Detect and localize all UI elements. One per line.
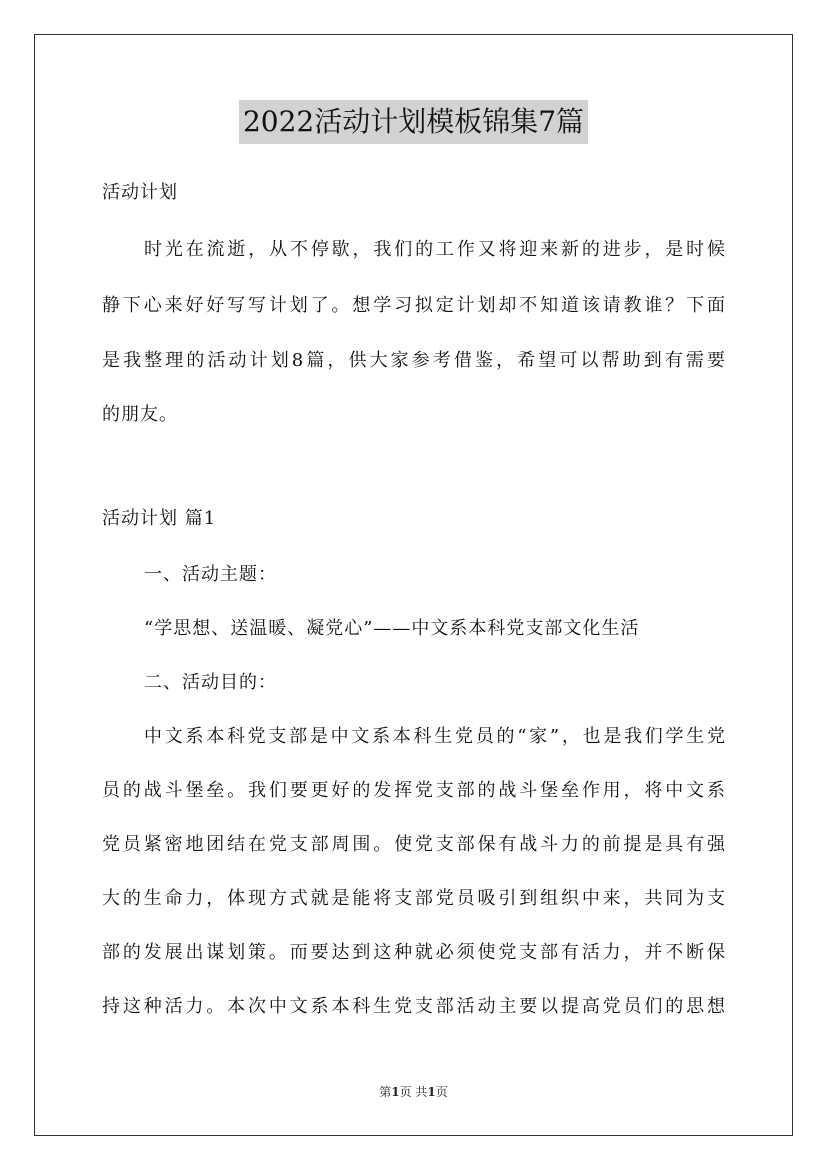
intro-line-1: 时光在流逝，从不停歇，我们的工作又将迎来新的进步，是时候 — [144, 239, 726, 260]
title-container — [0, 100, 827, 144]
intro-line-4: 的朋友。 — [102, 404, 178, 425]
article-heading: 活动计划 篇1 — [102, 508, 217, 529]
theme-heading: 一、活动主题： — [144, 564, 277, 585]
theme-text: “学思想、送温暖、凝党心”——中文系本科党支部文化生活 — [144, 618, 640, 639]
footer-prefix: 第 — [379, 1085, 392, 1099]
intro-line-2: 静下心来好好写写计划了。想学习拟定计划却不知道该请教谁？下面 — [102, 295, 726, 316]
purpose-line-5: 部的发展出谋划策。而要达到这种就必须使党支部有活力，并不断保 — [102, 942, 726, 963]
footer-suffix: 页 — [435, 1085, 448, 1099]
intro-line-3: 是我整理的活动计划8篇，供大家参考借鉴，希望可以帮助到有需要 — [102, 350, 726, 371]
section-heading: 活动计划 — [102, 182, 178, 203]
page-footer — [0, 1084, 827, 1100]
footer-mid: 页 共 — [399, 1085, 428, 1099]
purpose-line-4: 大的生命力，体现方式就是能将支部党员吸引到组织中来，共同为支 — [102, 888, 726, 909]
purpose-line-3: 党员紧密地团结在党支部周围。使党支部保有战斗力的前提是具有强 — [102, 834, 726, 855]
footer-total-pages: 1 — [427, 1085, 436, 1099]
purpose-heading: 二、活动目的： — [144, 672, 277, 693]
purpose-line-6: 持这种活力。本次中文系本科生党支部活动主要以提高党员们的思想 — [102, 996, 726, 1017]
purpose-line-1: 中文系本科党支部是中文系本科生党员的“家”，也是我们学生党 — [144, 726, 726, 747]
purpose-line-2: 员的战斗堡垒。我们要更好的发挥党支部的战斗堡垒作用，将中文系 — [102, 780, 726, 801]
document-title: 2022活动计划模板锦集7篇 — [239, 100, 588, 144]
footer-page-number: 1 — [391, 1085, 400, 1099]
